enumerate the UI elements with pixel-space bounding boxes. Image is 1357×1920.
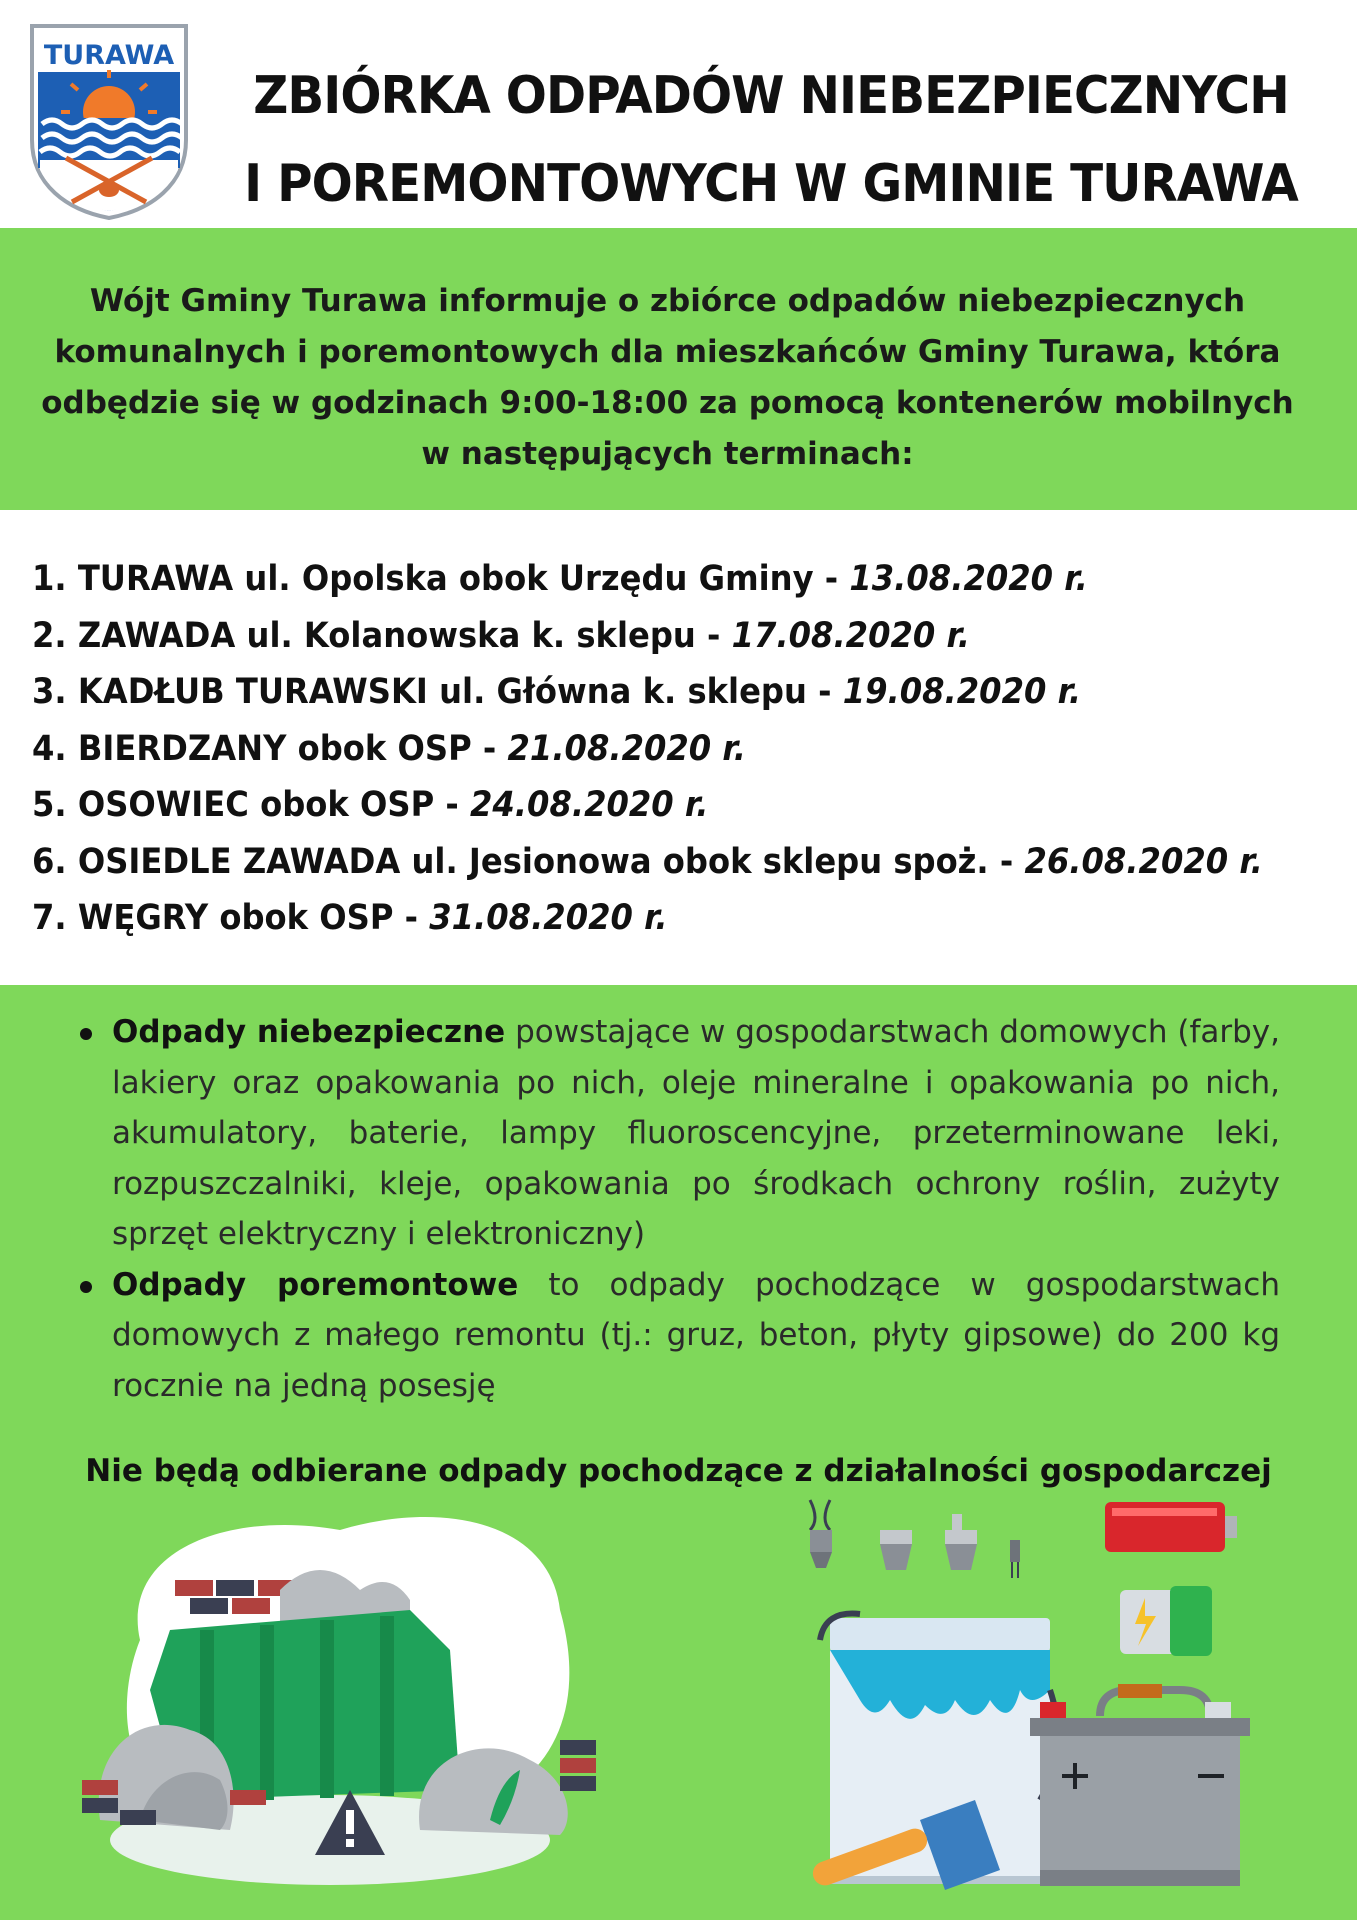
car-battery-icon [1030, 1684, 1250, 1886]
dumpster-rubble-illustration [80, 1490, 620, 1910]
schedule-date: 21.08.2020 r. [507, 728, 746, 769]
header [0, 0, 1357, 228]
page-title [236, 52, 1306, 228]
notice-text: Nie będą odbierane odpady pochodzące z działalności gospodarczej [85, 1453, 1272, 1489]
hazardous-items-illustration [800, 1490, 1260, 1910]
waste-type-desc: powstające w gospodarstwach domowych (farby, lakiery oraz opakowania po nich, oleje mineralne i opakowania po nich, akumulatory, baterie, lampy fluoroscencyjne, przeterminowane leki, rozpuszczalniki, kleje, opakowania po środkach ochrony roślin, zużyty sprzęt elektryczny i elektroniczny) [112, 1014, 1280, 1252]
schedule-place: 1. TURAWA ul. Opolska obok Urzędu Gminy - [32, 559, 850, 599]
schedule-item [32, 721, 1246, 778]
schedule-place: 2. ZAWADA ul. Kolanowska k. sklepu - [32, 615, 732, 656]
waste-types-list [78, 1007, 1280, 1411]
schedule-list [32, 551, 1352, 947]
intro-section [0, 228, 1357, 510]
waste-type-desc: to odpady pochodzące w gospodarstwach domowych z małego remontu (tj.: gruz, beton, płyty gipsowe) do 200 kg rocznie na jedną posesję [112, 1266, 1280, 1404]
schedule-date: 31.08.2020 r. [429, 898, 668, 938]
battery-green-icon [1120, 1586, 1212, 1656]
schedule-date: 24.08.2020 r. [469, 785, 709, 825]
turawa-crest-logo [26, 20, 192, 220]
schedule-date: 17.08.2020 r. [731, 615, 971, 656]
waste-type-term: Odpady poremontowe [112, 1266, 519, 1303]
battery-red-icon [1105, 1502, 1237, 1552]
schedule-item [32, 664, 1246, 721]
schedule-item [32, 890, 1246, 947]
waste-type-term: Odpady niebezpieczne [112, 1014, 506, 1050]
waste-type-item [78, 1007, 1280, 1260]
schedule-place: 5. OSOWIEC obok OSP - [32, 785, 470, 825]
intro-text: Wójt Gminy Turawa informuje o zbiórce odpadów niebezpiecznych komunalnych i poremontowych dla mieszkańców Gminy Turawa, która odbędzie się w godzinach 9:00-18:00 za pomocą kontenerów mobilnych w następujących terminach: [41, 283, 1294, 472]
schedule-place: 7. WĘGRY obok OSP - [32, 898, 430, 938]
schedule-item [32, 834, 1263, 891]
schedule-item [32, 551, 1246, 608]
title-line-2: I POREMONTOWYCH W GMINIE TURAWA [244, 154, 1298, 214]
waste-info-section [0, 985, 1357, 1920]
schedule-place: 4. BIERDZANY obok OSP - [32, 728, 508, 769]
schedule-date: 19.08.2020 r. [842, 672, 1082, 712]
brick-stack-right [560, 1740, 596, 1791]
schedule-item [32, 608, 1246, 665]
bulb-icons [810, 1500, 1020, 1578]
waste-type-item [78, 1260, 1280, 1412]
schedule-date: 13.08.2020 r. [849, 559, 1088, 599]
schedule-place: 3. KADŁUB TURAWSKI ul. Główna k. sklepu - [32, 672, 843, 712]
crest-text: TURAWA [43, 40, 175, 71]
schedule-date: 26.08.2020 r. [1024, 841, 1263, 882]
schedule-place: 6. OSIEDLE ZAWADA ul. Jesionowa obok sklepu spoż. - [32, 841, 1025, 882]
title-line-1: ZBIÓRKA ODPADÓW NIEBEZPIECZNYCH [253, 66, 1289, 126]
schedule-item [32, 777, 1246, 834]
